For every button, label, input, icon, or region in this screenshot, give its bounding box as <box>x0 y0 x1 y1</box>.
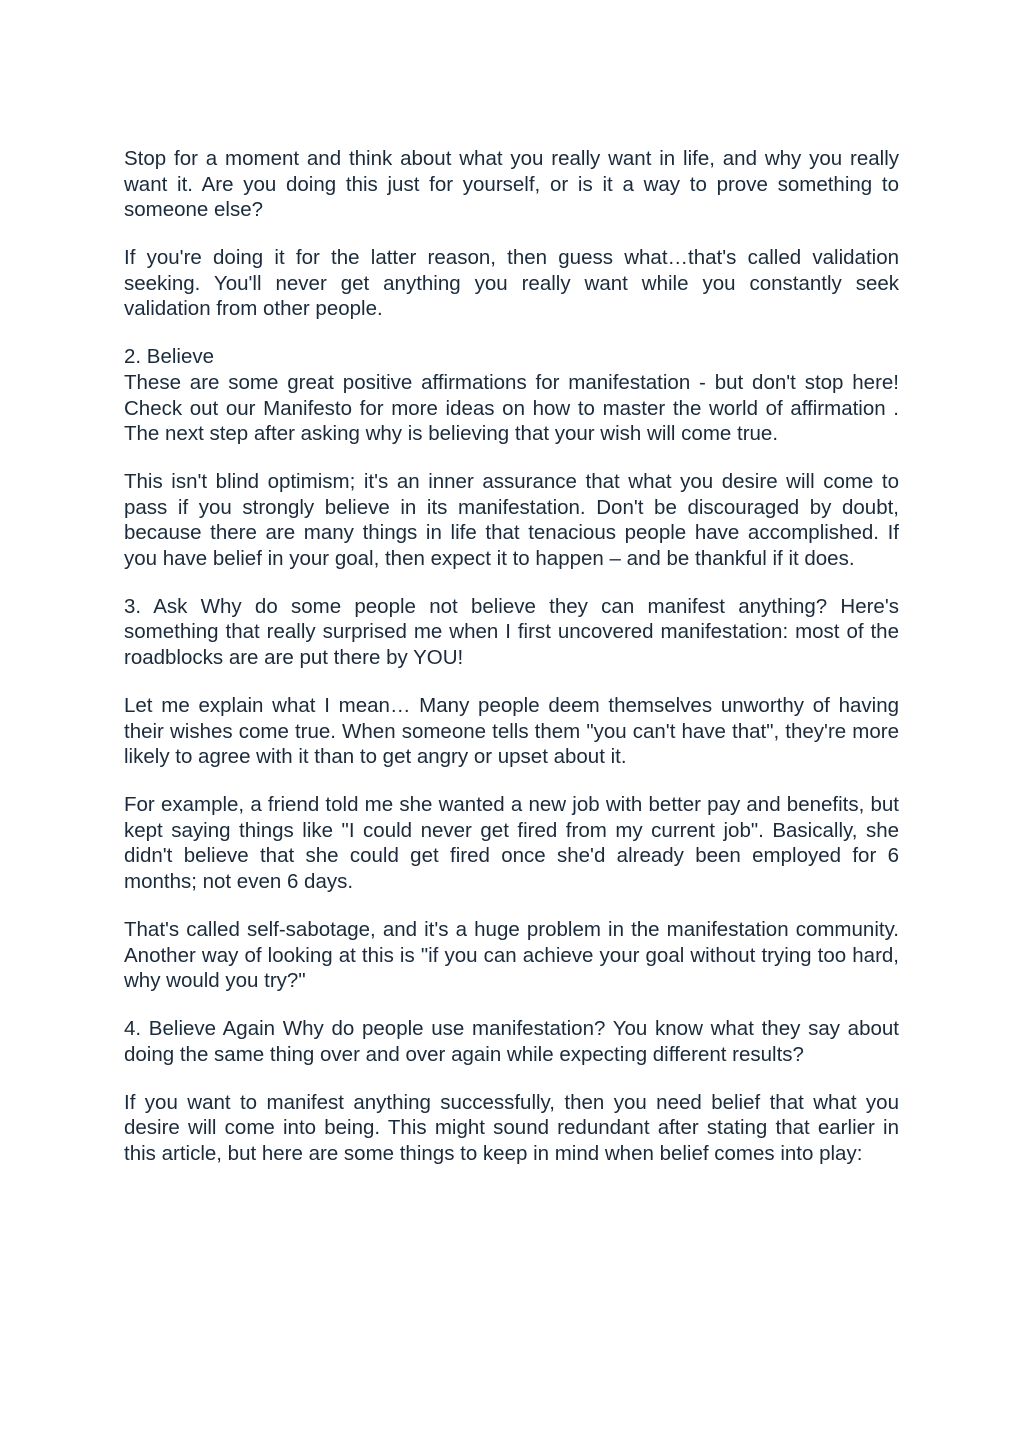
paragraph-believe-again: 4. Believe Again Why do people use manifestation? You know what they say about doing the same thing over and over again while expecting different results? <box>124 1017 899 1066</box>
paragraph-explain: Let me explain what I mean… Many people deem themselves unworthy of having their wishes come true. When someone tells them "you can't have that", they're more likely to agree with it than to get angry or upset about it. <box>124 694 899 769</box>
paragraph-intro: Stop for a moment and think about what you really want in life, and why you really want it. Are you doing this just for yourself, or is it a way to prove something to someone else? <box>124 147 899 222</box>
document-page <box>124 146 899 1189</box>
paragraph-self-sabotage: That's called self-sabotage, and it's a huge problem in the manifestation community. Another way of looking at this is "if you can achieve your goal without trying too hard, why would you try?" <box>124 917 899 993</box>
paragraph-optimism: This isn't blind optimism; it's an inner assurance that what you desire will come to pass if you strongly believe in its manifestation. Don't be discouraged by doubt, because there are many things in life that tenacious people have accomplished. If you have belief in your goal, then expect it to happen – and be thankful if it does. <box>124 470 899 570</box>
paragraph-belief: If you want to manifest anything successfully, then you need belief that what you desire will come into being. This might sound redundant after stating that earlier in this article, but here are some things to keep in mind when belief comes into play: <box>124 1090 899 1165</box>
paragraph-example: For example, a friend told me she wanted a new job with better pay and benefits, but kept saying things like "I could never get fired from my current job". Basically, she didn't believe that she could get fired once she'd already been employed for 6 months; not even 6 days. <box>124 793 899 893</box>
paragraph-ask: 3. Ask Why do some people not believe they can manifest anything? Here's something that really surprised me when I first uncovered manifestation: most of the roadblocks are are put there by YOU! <box>124 594 899 670</box>
paragraph-validation: If you're doing it for the latter reason, then guess what…that's called validation seeking. You'll never get anything you really want while you constantly seek validation from other people. <box>124 246 899 321</box>
paragraph-believe: 2. Believe These are some great positive affirmations for manifestation - but don't stop here! Check out our Manifesto for more ideas on how to master the world of affirmation . The next step after asking why is believing that your wish will come true. <box>124 345 899 446</box>
